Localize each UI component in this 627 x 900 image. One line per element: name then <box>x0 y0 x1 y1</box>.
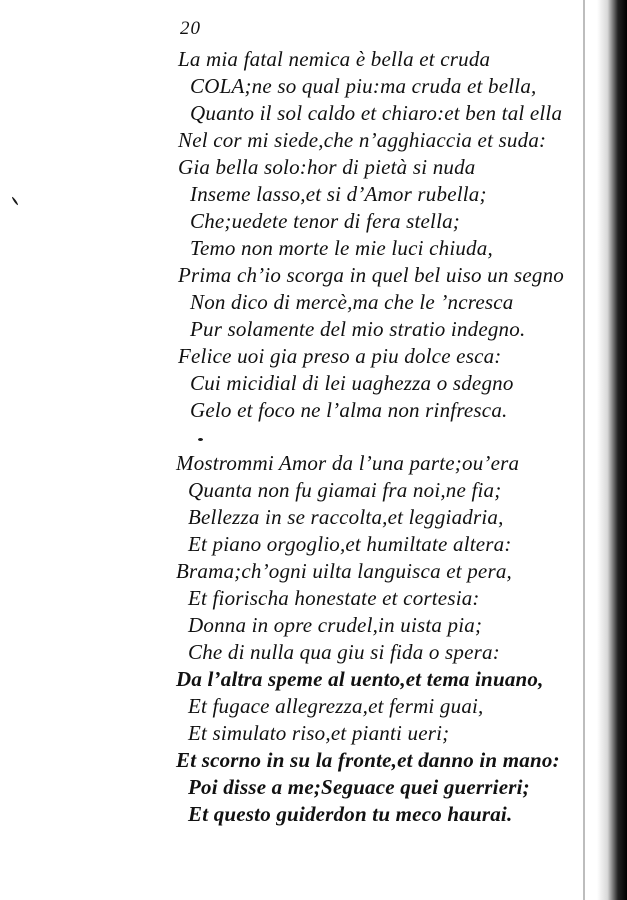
verse-line: Che di nulla qua giu si fida o spera: <box>188 640 500 664</box>
verse-line: Et fugace allegrezza,et fermi guai, <box>188 694 484 718</box>
verse-line: Mostrommi Amor da l’una parte;ou’era <box>176 451 520 475</box>
verse-line: Non dico di mercè,ma che le ’ncresca <box>190 290 514 314</box>
ink-speck <box>198 438 203 441</box>
verse-line: Gia bella solo:hor di pietà si nuda <box>178 155 476 179</box>
verse-line: Inseme lasso,et si d’Amor rubella; <box>190 182 487 206</box>
verse-line: Gelo et foco ne l’alma non rinfresca. <box>190 398 508 422</box>
verse-line: Felice uoi gia preso a piu dolce esca: <box>178 344 502 368</box>
verse-line: Brama;ch’ogni uilta languisca et pera, <box>176 559 512 583</box>
poem-stanza-2 <box>0 450 600 828</box>
verse-line: Et scorno in su la fronte,et danno in mano: <box>176 748 560 772</box>
verse-line: Quanta non fu giamai fra noi,ne fia; <box>188 478 502 502</box>
verse-line: Poi disse a me;Seguace quei guerrieri; <box>188 775 530 799</box>
verse-line: Et piano orgoglio,et humiltate altera: <box>188 532 512 556</box>
verse-line: COLA;ne so qual piu:ma cruda et bella, <box>190 74 537 98</box>
page-edge-shadow <box>597 0 627 900</box>
verse-line: Che;uedete tenor di fera stella; <box>190 209 460 233</box>
verse-line: Bellezza in se raccolta,et leggiadria, <box>188 505 504 529</box>
verse-line: Quanto il sol caldo et chiaro:et ben tal ella <box>190 101 563 125</box>
verse-line: Da l’altra speme al uento,et tema inuano, <box>176 667 544 691</box>
verse-line: Cui micidial di lei uaghezza o sdegno <box>190 371 514 395</box>
verse-line: Pur solamente del mio stratio indegno. <box>190 317 526 341</box>
poem-stanza-1 <box>0 46 600 424</box>
verse-line: Et questo guiderdon tu meco haurai. <box>188 802 513 826</box>
verse-line: Temo non morte le mie luci chiuda, <box>190 236 493 260</box>
page-number: 20 <box>180 18 201 39</box>
verse-line: Nel cor mi siede,che n’agghiaccia et suda: <box>178 128 547 152</box>
verse-line: Donna in opre crudel,in uista pia; <box>188 613 483 637</box>
verse-line: Et simulato riso,et pianti ueri; <box>188 721 450 745</box>
verse-line: La mia fatal nemica è bella et cruda <box>178 47 491 71</box>
verse-line: Prima ch’io scorga in quel bel uiso un segno <box>178 263 564 287</box>
verse-line: Et fiorischa honestate et cortesia: <box>188 586 480 610</box>
